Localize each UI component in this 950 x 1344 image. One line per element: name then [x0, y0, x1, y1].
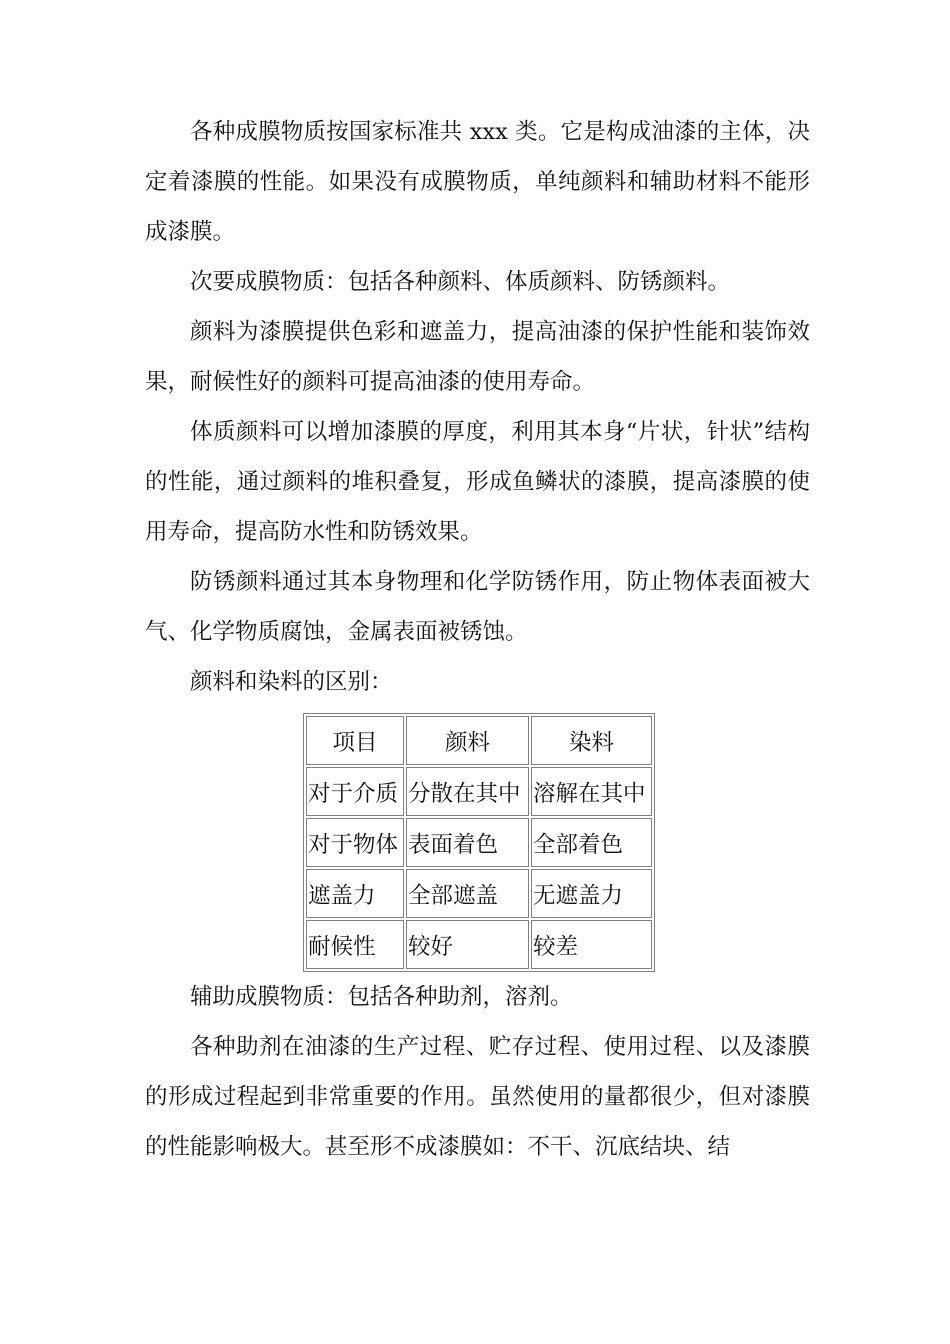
comparison-table-wrapper	[303, 713, 810, 972]
table-row	[306, 767, 652, 816]
table-header-cell: 颜料	[406, 716, 529, 765]
table-cell: 耐候性	[306, 920, 404, 969]
table-row	[306, 818, 652, 867]
paragraph-pigments: 颜料为漆膜提供色彩和遮盖力，提高油漆的保护性能和装饰效果，耐候性好的颜料可提高油漆的使用寿命。	[145, 319, 810, 395]
paragraph-auxiliary-film-forming: 辅助成膜物质：包括各种助剂，溶剂。	[190, 984, 573, 1010]
paragraph-secondary-film-forming: 次要成膜物质：包括各种颜料、体质颜料、防锈颜料。	[190, 269, 731, 295]
table-cell: 全部着色	[531, 818, 652, 867]
pigment-dye-comparison-table	[303, 713, 655, 972]
paragraph-film-forming-substances: 各种成膜物质按国家标准共 xxx 类。它是构成油漆的主体，决定着漆膜的性能。如果没有成膜物质，单纯颜料和辅助材料不能形成漆膜。	[145, 119, 810, 245]
table-cell: 较好	[406, 920, 529, 969]
table-cell: 对于物体	[306, 818, 404, 867]
table-cell: 遮盖力	[306, 869, 404, 918]
table-cell: 表面着色	[406, 818, 529, 867]
paragraph-antirust-pigments: 防锈颜料通过其本身物理和化学防锈作用，防止物体表面被大气、化学物质腐蚀，金属表面被锈蚀。	[145, 569, 810, 645]
document-page	[145, 107, 810, 1172]
table-row	[306, 869, 652, 918]
table-row	[306, 920, 652, 969]
paragraph-table-intro: 颜料和染料的区别：	[190, 669, 393, 695]
table-cell: 分散在其中	[406, 767, 529, 816]
table-cell: 对于介质	[306, 767, 404, 816]
table-cell: 全部遮盖	[406, 869, 529, 918]
table-cell: 溶解在其中	[531, 767, 652, 816]
paragraph-extender-pigments: 体质颜料可以增加漆膜的厚度，利用其本身“片状，针状”结构的性能，通过颜料的堆积叠复，形成鱼鳞状的漆膜，提高漆膜的使用寿命，提高防水性和防锈效果。	[145, 419, 810, 545]
table-header-cell: 项目	[306, 716, 404, 765]
paragraph-additives: 各种助剂在油漆的生产过程、贮存过程、使用过程、以及漆膜的形成过程起到非常重要的作用。虽然使用的量都很少，但对漆膜的性能影响极大。甚至形不成漆膜如：不干、沉底结块、结	[145, 1034, 810, 1160]
table-cell: 无遮盖力	[531, 869, 652, 918]
table-cell: 较差	[531, 920, 652, 969]
table-header-cell: 染料	[531, 716, 652, 765]
table-header-row	[306, 716, 652, 765]
